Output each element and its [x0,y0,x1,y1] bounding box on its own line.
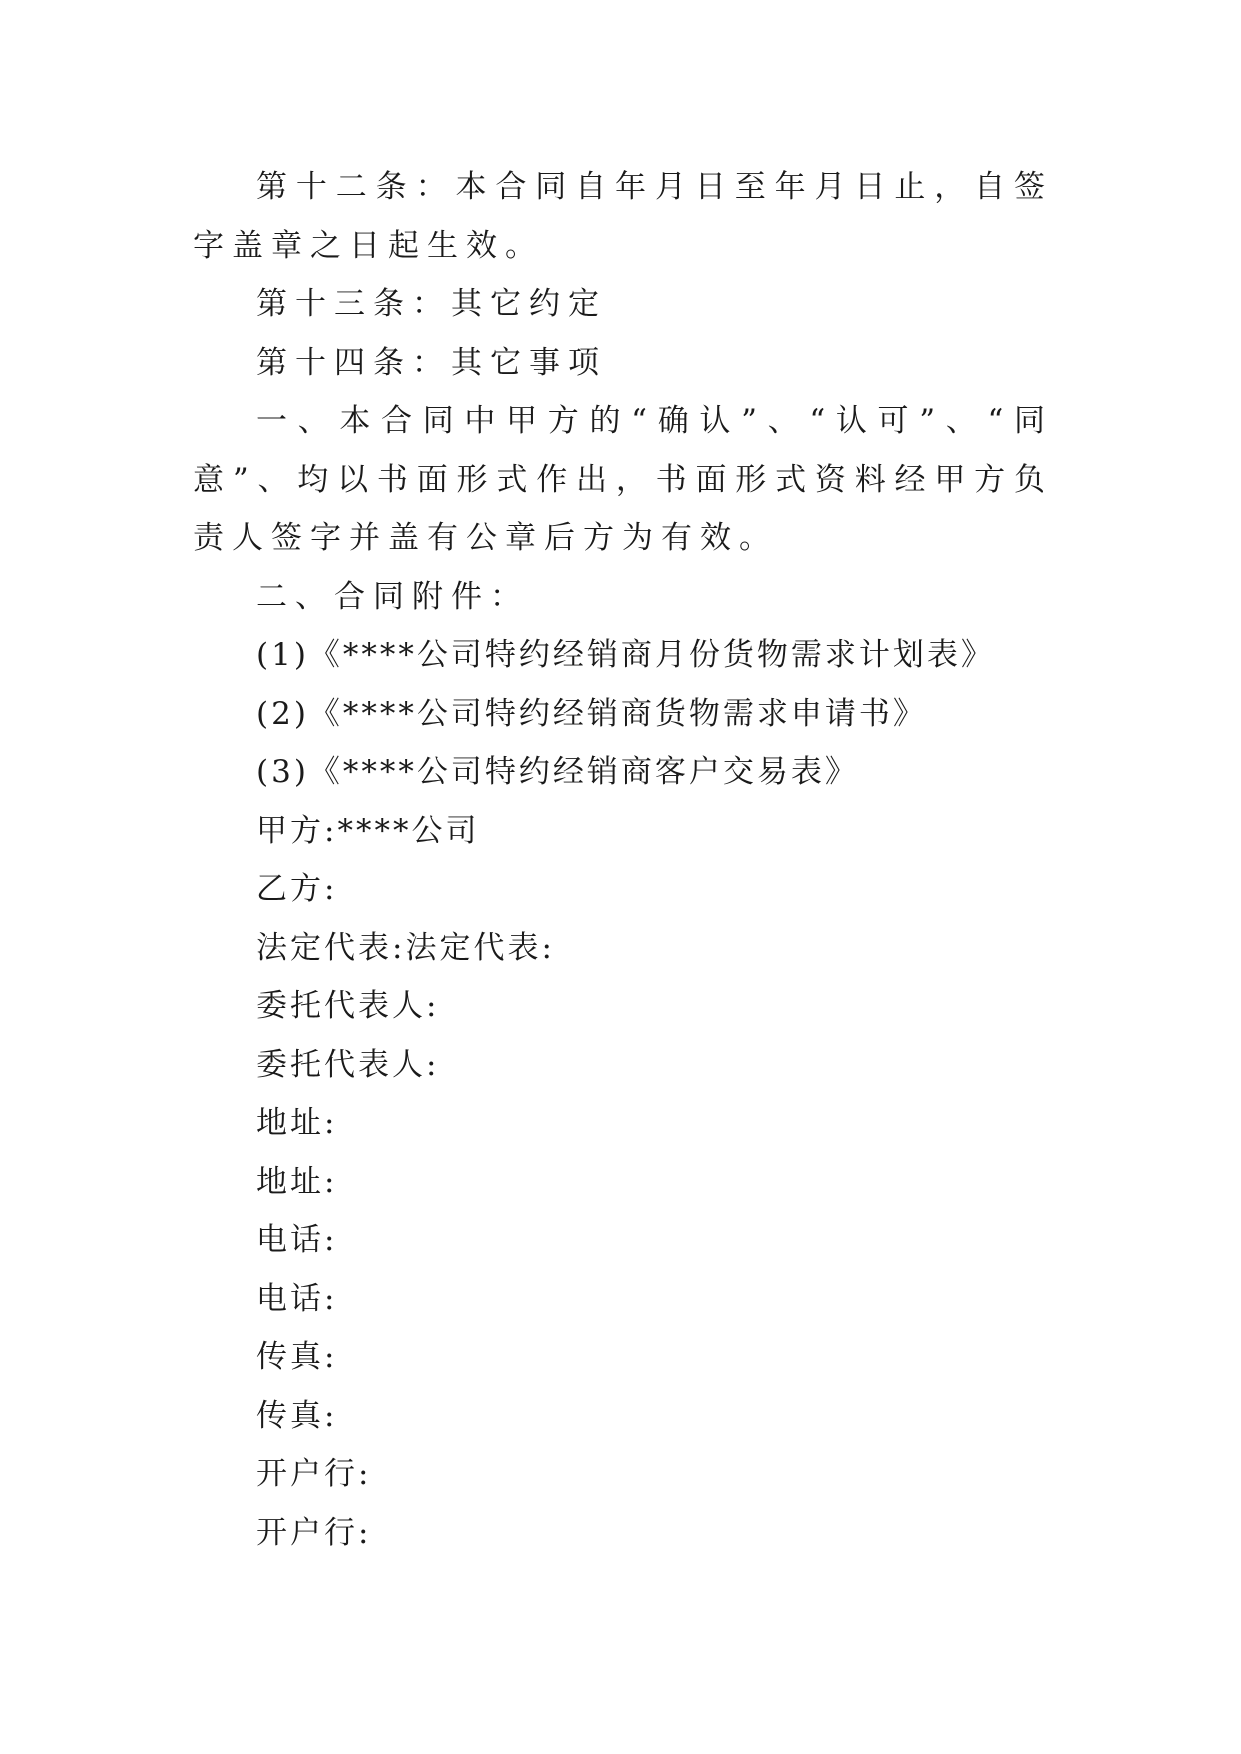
bank-line: 开户行: [256,1514,372,1551]
article-14-paragraph: 第十四条：其它事项 [256,344,607,381]
clause-1-paragraph: 一、本合同中甲方的“确认”、“认可”、“同意”、均以书面形式作出，书面形式资料经甲方负责人签字并盖有公章后方为有效。 [193,403,1053,556]
attachment-1: (1)《****公司特约经销商月份货物需求计划表》 [256,637,995,673]
address-line: 地址: [256,1105,338,1141]
authorized-representative-line: 委托代表人: [256,988,440,1024]
attachment-3: (3)《****公司特约经销商客户交易表》 [256,754,859,790]
phone-line: 电话: [256,1222,338,1258]
clause-2-paragraph: 二、合同附件： [256,578,529,615]
fax-line: 传真: [256,1339,338,1375]
article-12-paragraph: 第十二条：本合同自年月日至年月日止，自签字盖章之日起生效。 [193,169,1053,264]
party-b-line: 乙方: [256,871,338,907]
authorized-representative-line: 委托代表人: [256,1046,440,1083]
phone-line: 电话: [256,1280,338,1317]
article-13-paragraph: 第十三条：其它约定 [256,286,607,322]
attachment-2: (2)《****公司特约经销商货物需求申请书》 [256,695,927,732]
fax-line: 传真: [256,1397,338,1434]
party-a-line: 甲方:****公司 [256,812,480,849]
bank-line: 开户行: [256,1456,372,1492]
legal-representative-line: 法定代表:法定代表: [256,929,555,966]
document-body [193,158,1053,1562]
address-line: 地址: [256,1163,338,1200]
